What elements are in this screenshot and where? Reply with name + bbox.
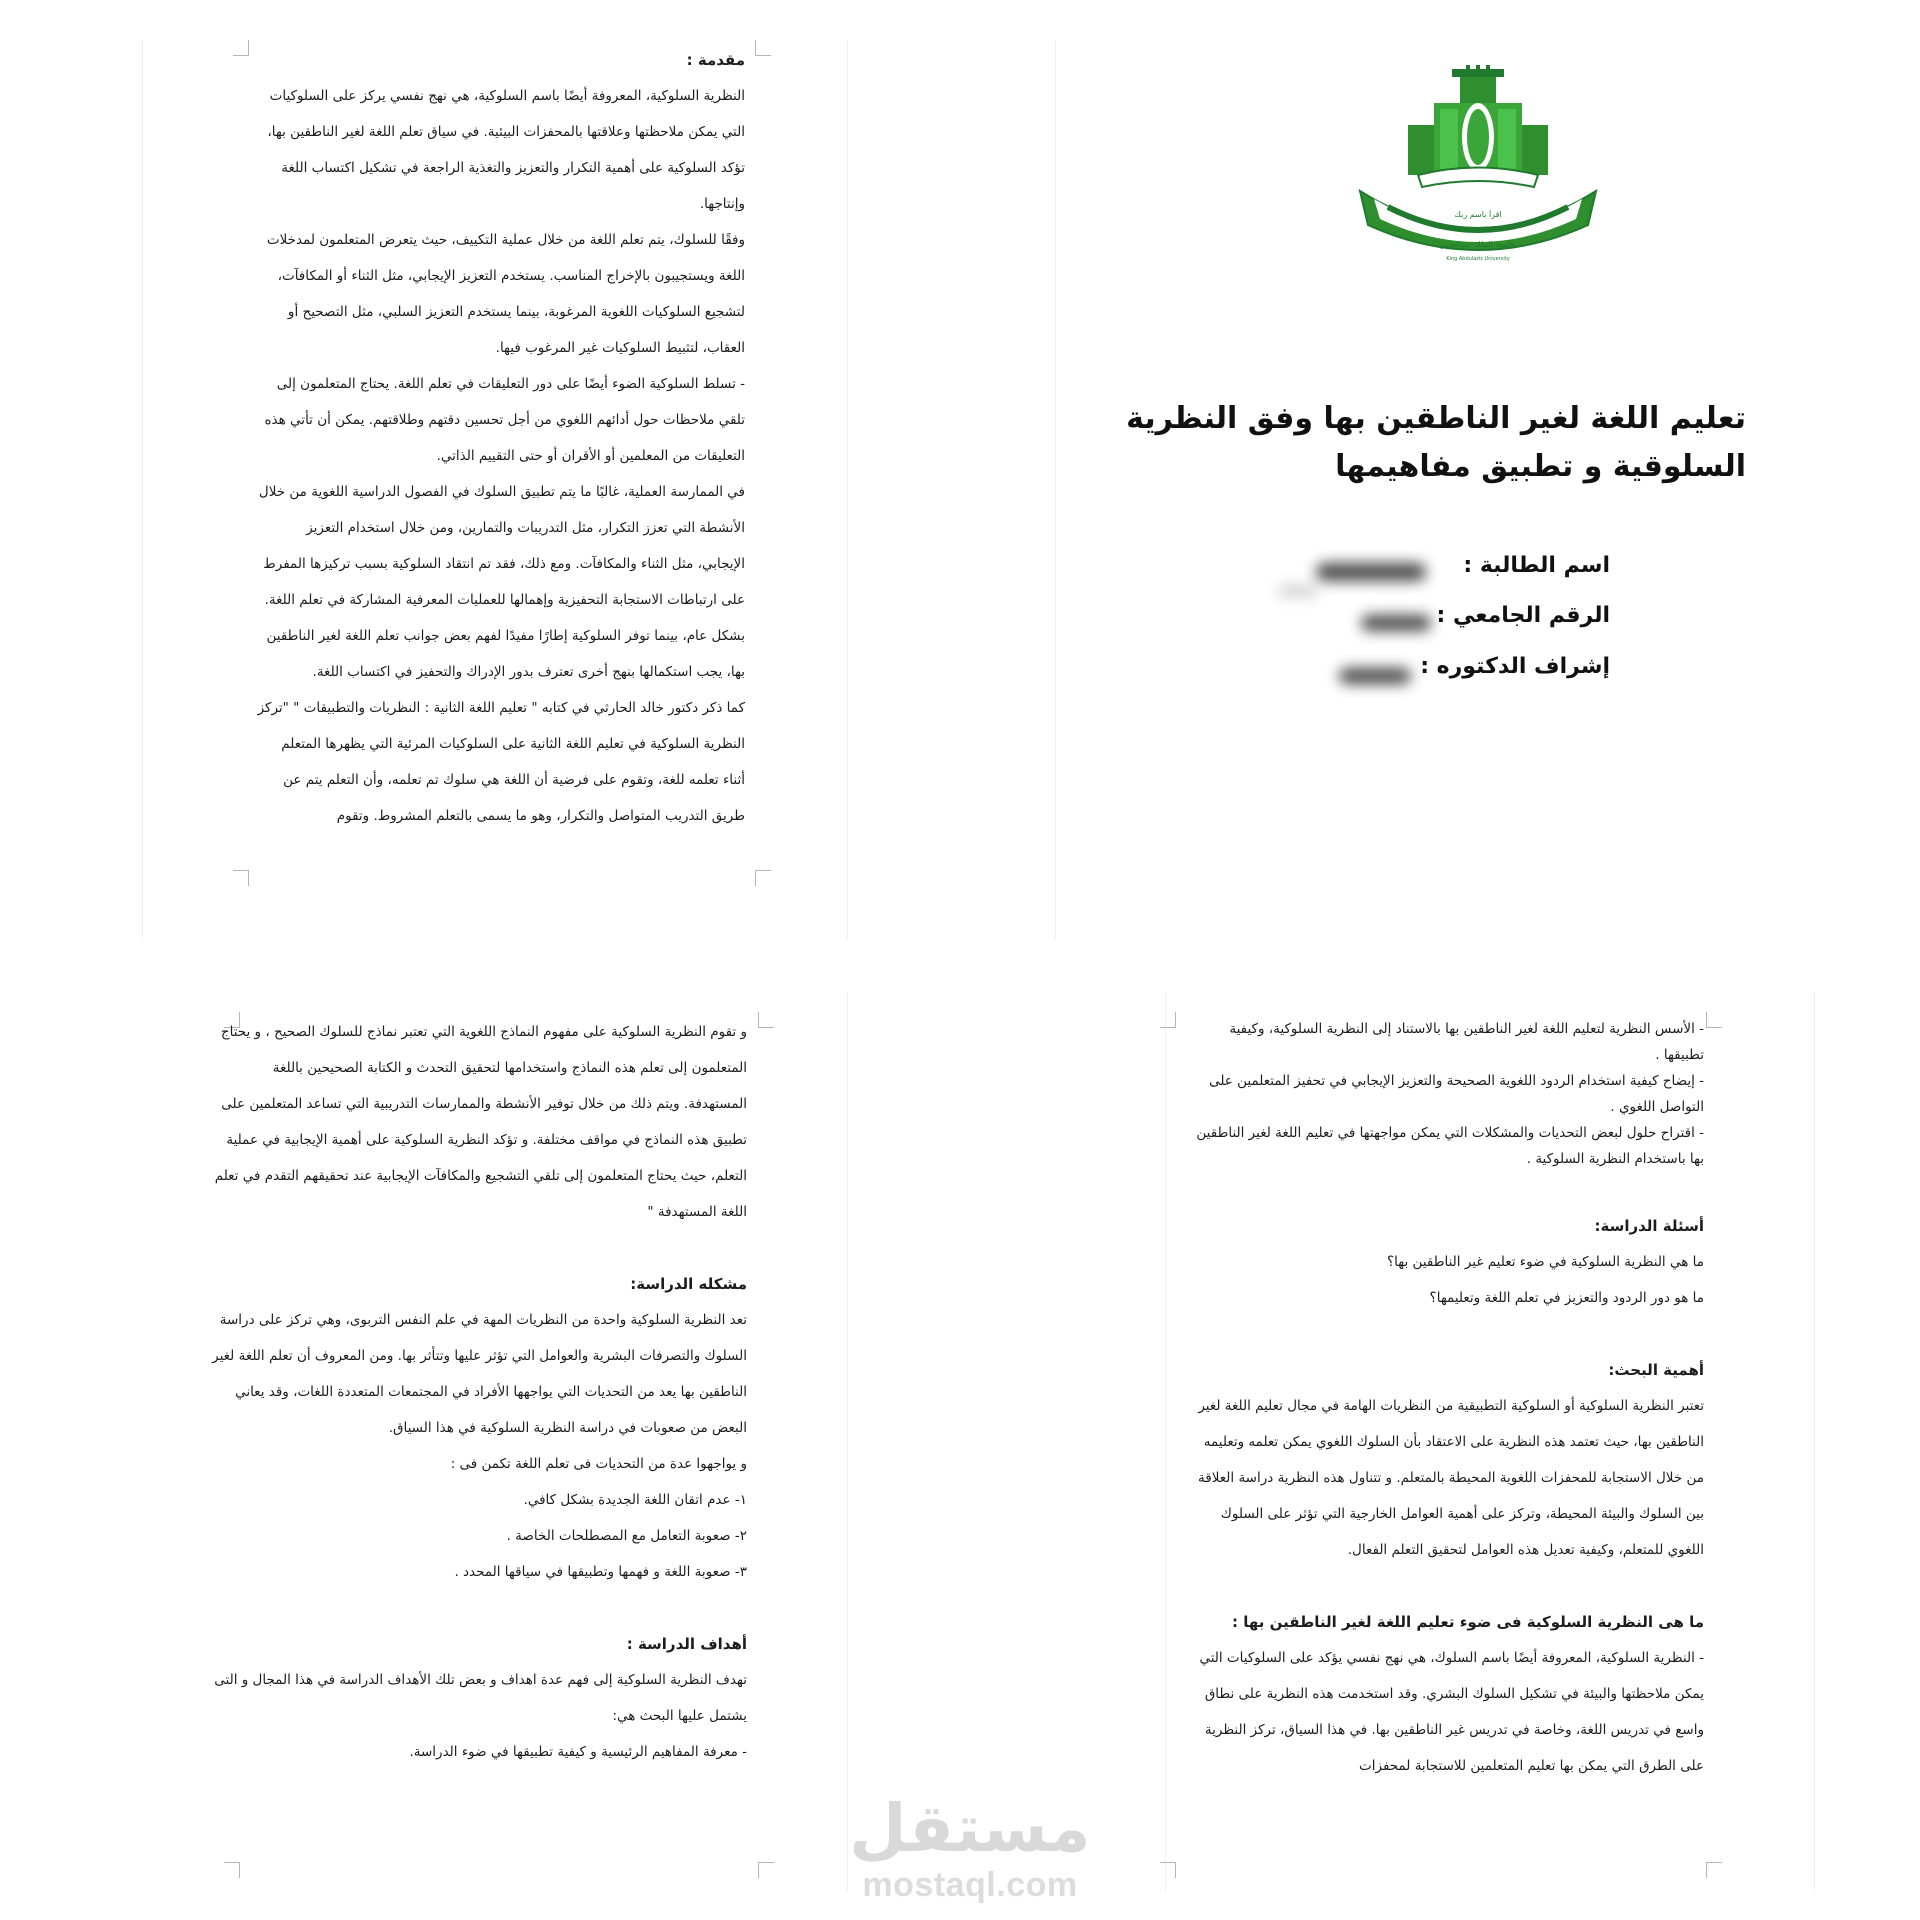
page-corner-mark [758, 1012, 774, 1028]
introduction-heading: مقدمة : [686, 51, 745, 69]
document-title: تعليم اللغة لغير الناطقين بها وفق النظرية السلوقية و تطبيق مفاهيمها [1126, 401, 1746, 484]
student-name-label: اسم الطالبة : [1463, 553, 1610, 578]
paragraph: النظرية السلوكية، المعروفة أيضًا باسم السلوكية، هي نهج نفسي يركز على السلوكيات التي يمكن ملاحظتها وعلاقتها بالمحفزات البيئية. في سياق تعلم اللغة لغير الناطقين بها، تؤكد السلوكية على أهمية التكرار والتعزيز والتغذية الراجعة في تشكيل اكتساب اللغة وإنتاجها. [267, 88, 745, 212]
page-corner-mark [224, 1862, 240, 1878]
page-corner-mark [755, 40, 771, 56]
paragraph: كما ذكر دكتور خالد الحارثي في كتابه " تعليم اللغة الثانية : النظريات والتطبيقات " "تركز النظرية السلوكية في تعليم اللغة الثانية على السلوكيات المرئية التي يظهرها المتعلم أثناء تعلمه للغة، وتقوم على فرضية أن اللغة هي سلوك تم تعلمه، وأن التعلم يتم عن طريق التدريب المتواصل والتكرار، وهو ما يسمى بالتعلم المشروط. وتقوم [257, 700, 745, 824]
list-item: ٢- صعوبة التعامل مع المصطلحات الخاصة . [506, 1528, 747, 1544]
page-corner-mark [755, 870, 771, 886]
study-questions-section [1186, 1016, 1704, 1784]
paragraph: - النظرية السلوكية، المعروفة أيضًا باسم السلوك، هي نهج نفسي يؤكد على السلوكيات التي يمكن ملاحظتها والبيئة في تشكيل السلوك البشري. وقد استخدمت هذه النظرية على نطاق واسع في تدريس اللغة، وخاصة في تدريس غير الناطقين بها. في هذا السياق، تركز النظرية على الطرق التي يمكن بها تعليم المتعلمين للاستجابة لمحفزات [1199, 1650, 1704, 1774]
study-questions-heading: أسئلة الدراسة: [1594, 1217, 1704, 1235]
redacted-supervisor-name [1339, 668, 1411, 684]
page-corner-mark [1706, 1012, 1722, 1028]
paragraph: تعد النظرية السلوكية واحدة من النظريات المهة في علم النفس التربوى، وهي تركز على دراسة السلوك والتصرفات البشرية والعوامل التي تؤثر عليها وتتأثر بها. ومن المعروف أن تعلم اللغة لغير الناطقين بها يعد من التحديات التي يواجهها الأفراد في المجتمعات المتعددة اللغات، وقد يعاني البعض من صعوبات في دراسة النظرية السلوكية في هذا السياق. [212, 1312, 747, 1436]
university-logo [1348, 65, 1608, 255]
introduction-section [255, 42, 745, 834]
page-corner-mark [1706, 1862, 1722, 1878]
page-study-questions [1165, 992, 1815, 1892]
page-corner-mark [1160, 1862, 1176, 1878]
redacted-student-name [1278, 586, 1318, 596]
list-item: - اقتراح حلول لبعض التحديات والمشكلات التي يمكن مواجهتها في تعليم اللغة لغير الناطقين بها باستخدام النظرية السلوكية . [1196, 1125, 1704, 1167]
paragraph: في الممارسة العملية، غالبًا ما يتم تطبيق السلوك في الفصول الدراسية اللغوية من خلال الأنشطة التي تعزز التكرار، مثل التدريبات والتمارين، ومن خلال استخدام التعزيز الإيجابي، مثل الثناء والمكافآت. ومع ذلك، فقد تم انتقاد السلوكية بسبب تركيزها المفرط على ارتباطات الاستجابة التحفيزية وإهمالها للعمليات المعرفية المشاركة في تعلم اللغة. [258, 484, 745, 608]
logo-university-name: جامعة الملك عبدالعزيز [1440, 240, 1516, 249]
page-corner-mark [233, 870, 249, 886]
list-item: ٣- صعوبة اللغة و فهمها وتطبيقها في سياقها المحدد . [454, 1564, 747, 1580]
watermark-arabic: مستقل [849, 1790, 1091, 1867]
page-corner-mark [1160, 1012, 1176, 1028]
paragraph: بشكل عام، بينما توفر السلوكية إطارًا مفيدًا لفهم بعض جوانب تعلم اللغة لغير الناطقين بها، يجب استكمالها بنهج أخرى تعترف بدور الإدراك والتحفيز في اكتساب اللغة. [266, 628, 745, 680]
research-importance-heading: أهمية البحث: [1608, 1361, 1704, 1379]
paragraph: و يواجهوا عدة من التحديات فى تعلم اللغة تكمن فى : [450, 1456, 747, 1472]
paragraph: - تسلط السلوكية الضوء أيضًا على دور التعليقات في تعلم اللغة. يحتاج المتعلمون إلى تلقي ملاحظات حول أدائهم اللغوي من أجل تحسين دقتهم وطلاقتهم. يمكن أن تأتي هذه التعليقات من المعلمين أو الأقران أو حتى التقييم الذاتي. [264, 376, 745, 464]
paragraph: تهدف النظرية السلوكية إلى فهم عدة اهداف و بعض تلك الأهداف الدراسة في هذا المجال و التى يشتمل عليها البحث هي: [214, 1672, 747, 1724]
list-item: ما هو دور الردود والتعزيز في تعلم اللغة وتعليمها؟ [1429, 1290, 1704, 1306]
paragraph: تعتبر النظرية السلوكية أو السلوكية التطبيقية من النظريات الهامة في مجال تعليم اللغة لغير الناطقين بها، حيث تعتمد هذه النظرية على الاعتقاد بأن السلوك اللغوي يمكن تعلمه وتعليمه من خلال الاستجابة للمحفزات اللغوية المحيطة بالمتعلم. و تتناول هذه النظرية دراسة العلاقة بين السلوك والبيئة المحيطة، وتركز على أهمية العوامل الخارجية التي تؤثر على السلوك اللغوي للمتعلم، وكيفية تعديل هذه العوامل لتحقيق التعلم الفعال. [1198, 1398, 1704, 1558]
study-problem-section [212, 1014, 747, 1770]
behaviorism-definition-heading: ما هى النظرية السلوكية فى ضوء تعليم اللغة لغير الناطقين بها : [1232, 1613, 1704, 1631]
study-goals-heading: أهداف الدراسة : [626, 1635, 747, 1653]
page-study-problem [142, 992, 848, 1892]
paragraph: و تقوم النظرية السلوكية على مفهوم النماذج اللغوية التي تعتبر نماذج للسلوك الصحيح ، و يحتاج المتعلمون إلى تعلم هذه النماذج واستخدامها لتحقيق التحدث و الكتابة الصحيحين باللغة المستهدفة. ويتم ذلك من خلال توفير الأنشطة والممارسات التدريبية التي تساعد المتعلمين على تطبيق هذه النماذج في مواقف مختلفة. و تؤكد النظرية السلوكية على أهمية الإيجابية في عملية التعلم، حيث يحتاج المتعلمون إلى تلقي التشجيع والمكافآت الإيجابية عند تحقيقهم التقدم في تعلم اللغة المستهدفة " [214, 1024, 747, 1220]
paragraph: وفقًا للسلوك، يتم تعلم اللغة من خلال عملية التكييف، حيث يتعرض المتعلمون لمدخلات اللغة ويستجيبون بالإخراج المناسب. يستخدم التعزيز الإيجابي، مثل الثناء أو المكافآت، لتشجيع السلوكيات اللغوية المرغوبة، بينما يستخدم التعزيز السلبي، مثل التصحيح أو العقاب، لتثبيط السلوكيات غير المرغوب فيها. [266, 232, 745, 356]
list-item: - إيضاح كيفية استخدام الردود اللغوية الصحيحة والتعزيز الإيجابي في تحفيز المتعلمين على التواصل اللغوي . [1209, 1073, 1704, 1115]
site-watermark [820, 1790, 1120, 1910]
supervisor-label: إشراف الدكتوره : [1420, 654, 1610, 679]
watermark-latin: mostaql.com [862, 1866, 1078, 1904]
list-item: ما هي النظرية السلوكية في ضوء تعليم غير الناطقين بها؟ [1387, 1254, 1704, 1270]
list-item: ١- عدم اتقان اللغة الجديدة بشكل كافي. [523, 1492, 747, 1508]
list-item: - الأسس النظرية لتعليم اللغة لغير الناطقين بها بالاستناد إلى النظرية السلوكية، وكيفية تطبيقها . [1229, 1021, 1704, 1063]
page-cover [1055, 40, 1755, 940]
page-corner-mark [758, 1862, 774, 1878]
study-problem-heading: مشكله الدراسة: [630, 1275, 747, 1293]
list-item: - معرفة المفاهيم الرئيسية و كيفية تطبيقها في ضوء الدراسة. [409, 1744, 747, 1760]
student-id-label: الرقم الجامعي : [1436, 603, 1610, 628]
redacted-student-id [1361, 615, 1431, 631]
logo-motto: اقرأ باسم ربك [1454, 210, 1502, 219]
logo-university-name-en: King Abdulaziz University [1446, 256, 1510, 262]
redacted-student-name [1316, 563, 1426, 581]
page-corner-mark [233, 40, 249, 56]
page-introduction [142, 40, 848, 940]
